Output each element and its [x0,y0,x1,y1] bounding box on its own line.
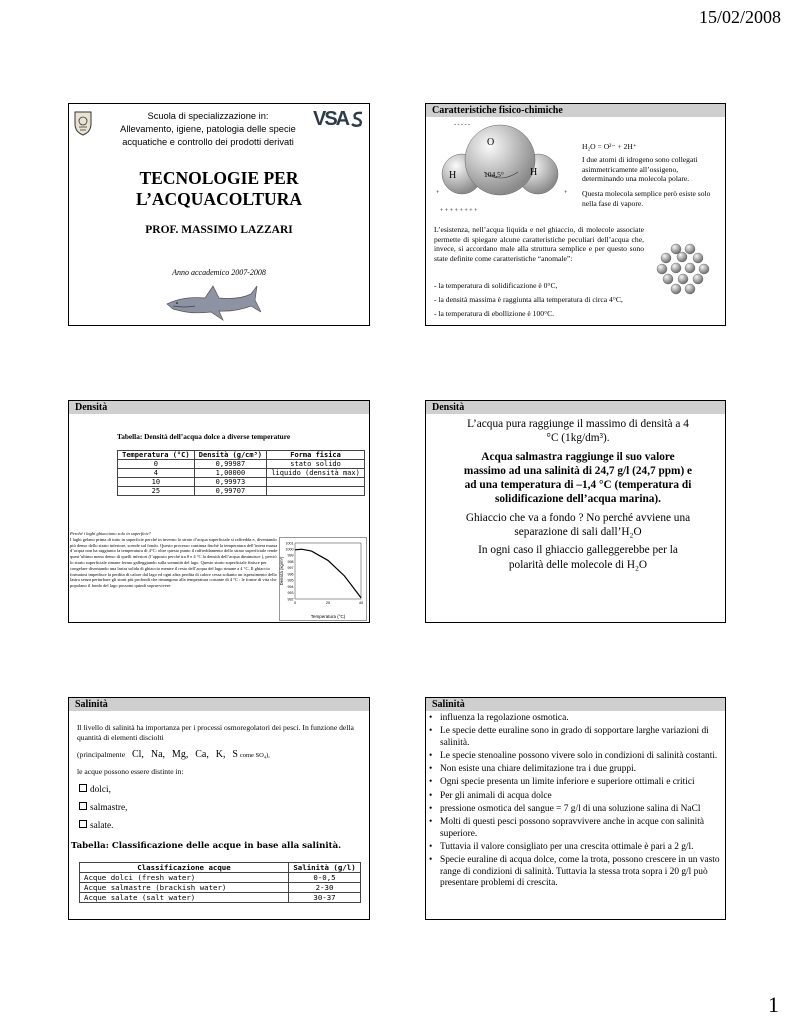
table-row [118,478,365,487]
water-formula: H₂O = O²⁻ + 2H⁺ [582,142,637,151]
column-header: Salinità (g/l) [289,863,361,873]
checkbox-square-icon [79,802,87,810]
table-cell: Acque salmastre (brackish water) [80,883,289,893]
slide-density-table [68,400,370,623]
slide-header: Densità [69,401,369,414]
list-item: • Specie euraline di acqua dolce, come la trota, possono crescere in un vasto range di condizioni di salinità. Tuttavia la stessa trota sopra i 20 g/l può presentare problemi di crescita. [429,855,721,889]
svg-text:+: + [436,190,440,196]
list-item: • Le specie stenoaline possono vivere solo in condizioni di salinità costanti. [429,751,721,762]
chart-y-tick-label: 993 [287,591,294,596]
anomaly-item: - la temperatura di solidificazione è 0°C, [434,281,558,290]
table-cell: 4 [118,469,195,478]
svg-text:+: + [564,190,568,196]
chart-y-axis-label: Densità (kg/m³) [279,556,284,586]
slide-header: Densità [426,401,725,414]
water-types-lead: le acque possono essere distinte in: [77,767,184,776]
course-title [69,168,369,210]
table-row [118,460,365,469]
element-symbol: K, [215,749,226,760]
list-item: • Non esiste una chiare delimitazione tra i due gruppi. [429,764,721,775]
table-cell: 10 [118,478,195,487]
chart-x-tick-label: 20 [325,601,331,605]
column-header: Forma fisica [267,451,365,460]
table-cell: Acque dolci (fresh water) [80,873,289,883]
academic-year: Anno accademico 2007-2008 [172,268,266,277]
chart-y-tick-label: 999 [287,553,294,558]
table-row [80,893,361,903]
anomaly-item: - la densità massima è raggiunta alla temperatura di circa 4°C, [434,295,623,304]
elements-prefix: (principalmente [77,750,126,759]
slide-physical-chemical [425,103,726,326]
brackish-water-paragraph: Acqua salmastra raggiunge il suo valore massimo ad una salinità di 24,7 g/l (24,7 ppm) e ad una temperatura di –1,4 °C (temperatura di solidificazione dell’acqua marina). [463,450,693,506]
table-cell: 0,99973 [194,478,266,487]
page-number: 1 [768,992,779,1017]
page-date: 15/02/2008 [698,7,781,27]
title-line: TECNOLOGIE PER [139,168,299,188]
water-type-item [79,820,127,831]
water-type-item [79,784,127,795]
table-row [118,487,365,496]
table-cell: 0,99987 [194,460,266,469]
table-row [118,469,365,478]
table-header-row [80,863,361,873]
floating-ice-paragraph: In ogni caso il ghiaccio galleggerebbe per la polarità delle molecole di H₂O [478,544,678,571]
table-row [80,873,361,883]
lake-ice-note [70,531,278,623]
svg-text:- - - - -: - - - - - [454,122,470,128]
chart-y-tick-label: 994 [287,584,294,589]
shark-icon [165,282,261,324]
slide-title [68,103,370,326]
chart-x-axis-label: Temperatura (°C) [310,614,346,619]
chart-y-tick-label: 997 [287,566,294,571]
anomalies-list [434,281,664,318]
checkbox-square-icon [79,784,87,792]
salinity-bullet-list [429,713,721,891]
element-symbol: Cl, [131,749,144,760]
salinity-table [79,862,361,903]
column-header: Densità (g/cm³) [194,451,266,460]
column-header: Classificazione acque [80,863,289,873]
table-cell: 30-37 [289,893,361,903]
school-line: acquatiche e controllo dei prodotti derivati [122,137,294,147]
water-type-label: salmastre, [90,803,128,813]
table-cell: stato solido [267,460,365,469]
chart-y-tick-label: 1001 [285,541,294,546]
atom-oxygen-label: O [487,137,495,148]
water-type-label: dolci, [90,785,111,795]
water-type-item [79,802,127,813]
water-types-list [79,784,127,831]
salinity-intro: Il livello di salinità ha importanza per i processi osmoregolatori dei pesci. In funzione della quantità di elementi disciolti [77,723,354,742]
list-item: • Tuttavia il valore consigliato per una crescita ottimale è pari a 2 g/l. [429,842,721,853]
chart-x-tick-label: 40 [358,601,364,605]
table-row [80,883,361,893]
density-table-title: Tabella: Densità dell’acqua dolce a diverse temperature [117,432,291,441]
table-cell: 0 [118,460,195,469]
list-item: • influenza la regolazione osmotica. [429,713,721,724]
density-table [117,450,365,496]
author: PROF. MASSIMO LAZZARI [145,224,293,236]
chart-y-tick-label: 995 [287,578,294,583]
table-header-row [118,451,365,460]
chart-x-tick-label: 0 [293,601,297,605]
table-cell: 0-0,5 [289,873,361,883]
atom-hydrogen-label: H [530,167,538,178]
checkbox-square-icon [79,820,87,828]
table-cell: 2-30 [289,883,361,893]
list-item: • Per gli animali di acqua dolce [429,791,721,802]
slide-header: Salinità [426,698,725,711]
list-item: • Le specie dette euraline sono in grado di sopportare larghe variazioni di salinità. [429,726,721,749]
molecule-vapor-note: Questa molecola semplice però esiste solo nella fase di vapore. [582,189,711,208]
column-header: Temperatura (°C) [118,451,195,460]
water-type-label: salate. [90,821,114,831]
list-item: • pressione osmotica del sangue = 7 g/l di una soluzione salina di NaCl [429,804,721,815]
max-density-paragraph: L’acqua pura raggiunge il massimo di densità a 4 °C (1kg/dm³). [467,418,689,445]
chart-y-tick-label: 996 [287,572,294,577]
table-cell: 1,00000 [194,469,266,478]
table-cell: Acque salate (salt water) [80,893,289,903]
density-text-body [462,417,694,572]
table-cell: liquido (densità max) [267,469,365,478]
slide-header: Caratteristiche fisico-chimiche [426,104,725,117]
salinity-table-title: Tabella: Classificazione delle acque in base alla salinità. [71,841,342,851]
svg-text:+ + + + + + + +: + + + + + + + + [440,208,478,214]
vsa-logo-text: VSA [313,108,349,130]
slide-salinity-classification [68,697,370,920]
note-title: Perché i laghi ghiacciano solo in superficie? [70,531,151,536]
table-cell [267,487,365,496]
ice-cluster-icon [656,243,714,295]
atom-hydrogen-label: H [449,170,457,181]
density-chart [279,537,367,621]
bond-angle-label: 104,5° [484,170,504,179]
slide-header: Salinità [69,698,369,711]
university-crest-icon [73,110,93,136]
chart-y-tick-label: 992 [287,597,294,602]
title-line: L’ACQUACOLTURA [136,189,302,209]
chart-y-tick-label: 998 [287,559,294,564]
list-item: • Ogni specie presenta un limite inferiore e superiore ottimali e critici [429,777,721,788]
dissolved-elements [77,749,270,760]
element-symbol: Mg, [171,749,189,760]
sinking-ice-paragraph: Ghiaccio che va a fondo ? No perché avviene una separazione di sali dall’H₂O [465,511,691,539]
element-symbol: S [232,749,238,760]
school-name [109,110,307,149]
anomalies-paragraph: L’esistenza, nell’acqua liquida e nel ghiaccio, di molecole associate permette di spiegare alcune caratteristiche peculiari dell’acqua che, invece, si accordano male alla struttura semplice e per questo sono state definite come caratteristiche “anomale”: [434,225,644,263]
anomaly-item: - la temperatura di ebollizione è 100°C. [434,309,555,318]
molecule-description: I due atomi di idrogeno sono collegati asimmetricamente all’ossigeno, determinando una molecola polare. [582,155,698,183]
table-cell [267,478,365,487]
table-cell: 25 [118,487,195,496]
vsa-logo [313,108,365,130]
school-line: Scuola di specializzazione in: [147,111,269,121]
slide-density-text [425,400,726,623]
note-text: I laghi gelano prima di tutto in superficie perché in inverno lo strato d’acqua superficiale si raffredda e, diventando più denso dello strato inferiore, scende sul fondo. Questo processo continua finché la temperatura dell’intera massa d’acqua non ha raggiunto la temperatura di 4°C: oltre questo punto il raffreddamento dello strato superficiale rende quest’ultimo meno denso di quelli inferiori (l’apposto perché tra 0 e 4 °C la densità dell’acqua diminuisce ), perciò lo strato superficiale rimane fermo galleggiando sulla sommità del lago. Questo strato superficiale finisce per congelare diventando una lastra solida di ghiaccio mentre il resto dell’acqua del lago rimane a 4 °C. Il ghiaccio formatosi impedisce la perdita di calore dal lago ed ogni altra perdita di calore cessa soltanto un ispessimento della lastra senza perturbare gli strati più profondi che rimangono alla temperatura costante di 4 °C : le forme di vita che popolano il fondo del lago possono quindi sopravvivere. [70,536,278,589]
element-symbol: Ca, [195,749,209,760]
element-symbol: Na, [150,749,166,760]
list-item: • Molti di questi pesci possono sopravvivere anche in acque con salinità superiore. [429,817,721,840]
vsa-logo-mark-icon [351,110,365,128]
elements-suffix: come SO₄), [239,752,270,759]
chart-y-tick-label: 1000 [285,547,294,552]
slide-salinity-notes [425,697,726,920]
table-cell: 0,99707 [194,487,266,496]
school-line: Allevamento, igiene, patologia delle specie [120,124,296,134]
